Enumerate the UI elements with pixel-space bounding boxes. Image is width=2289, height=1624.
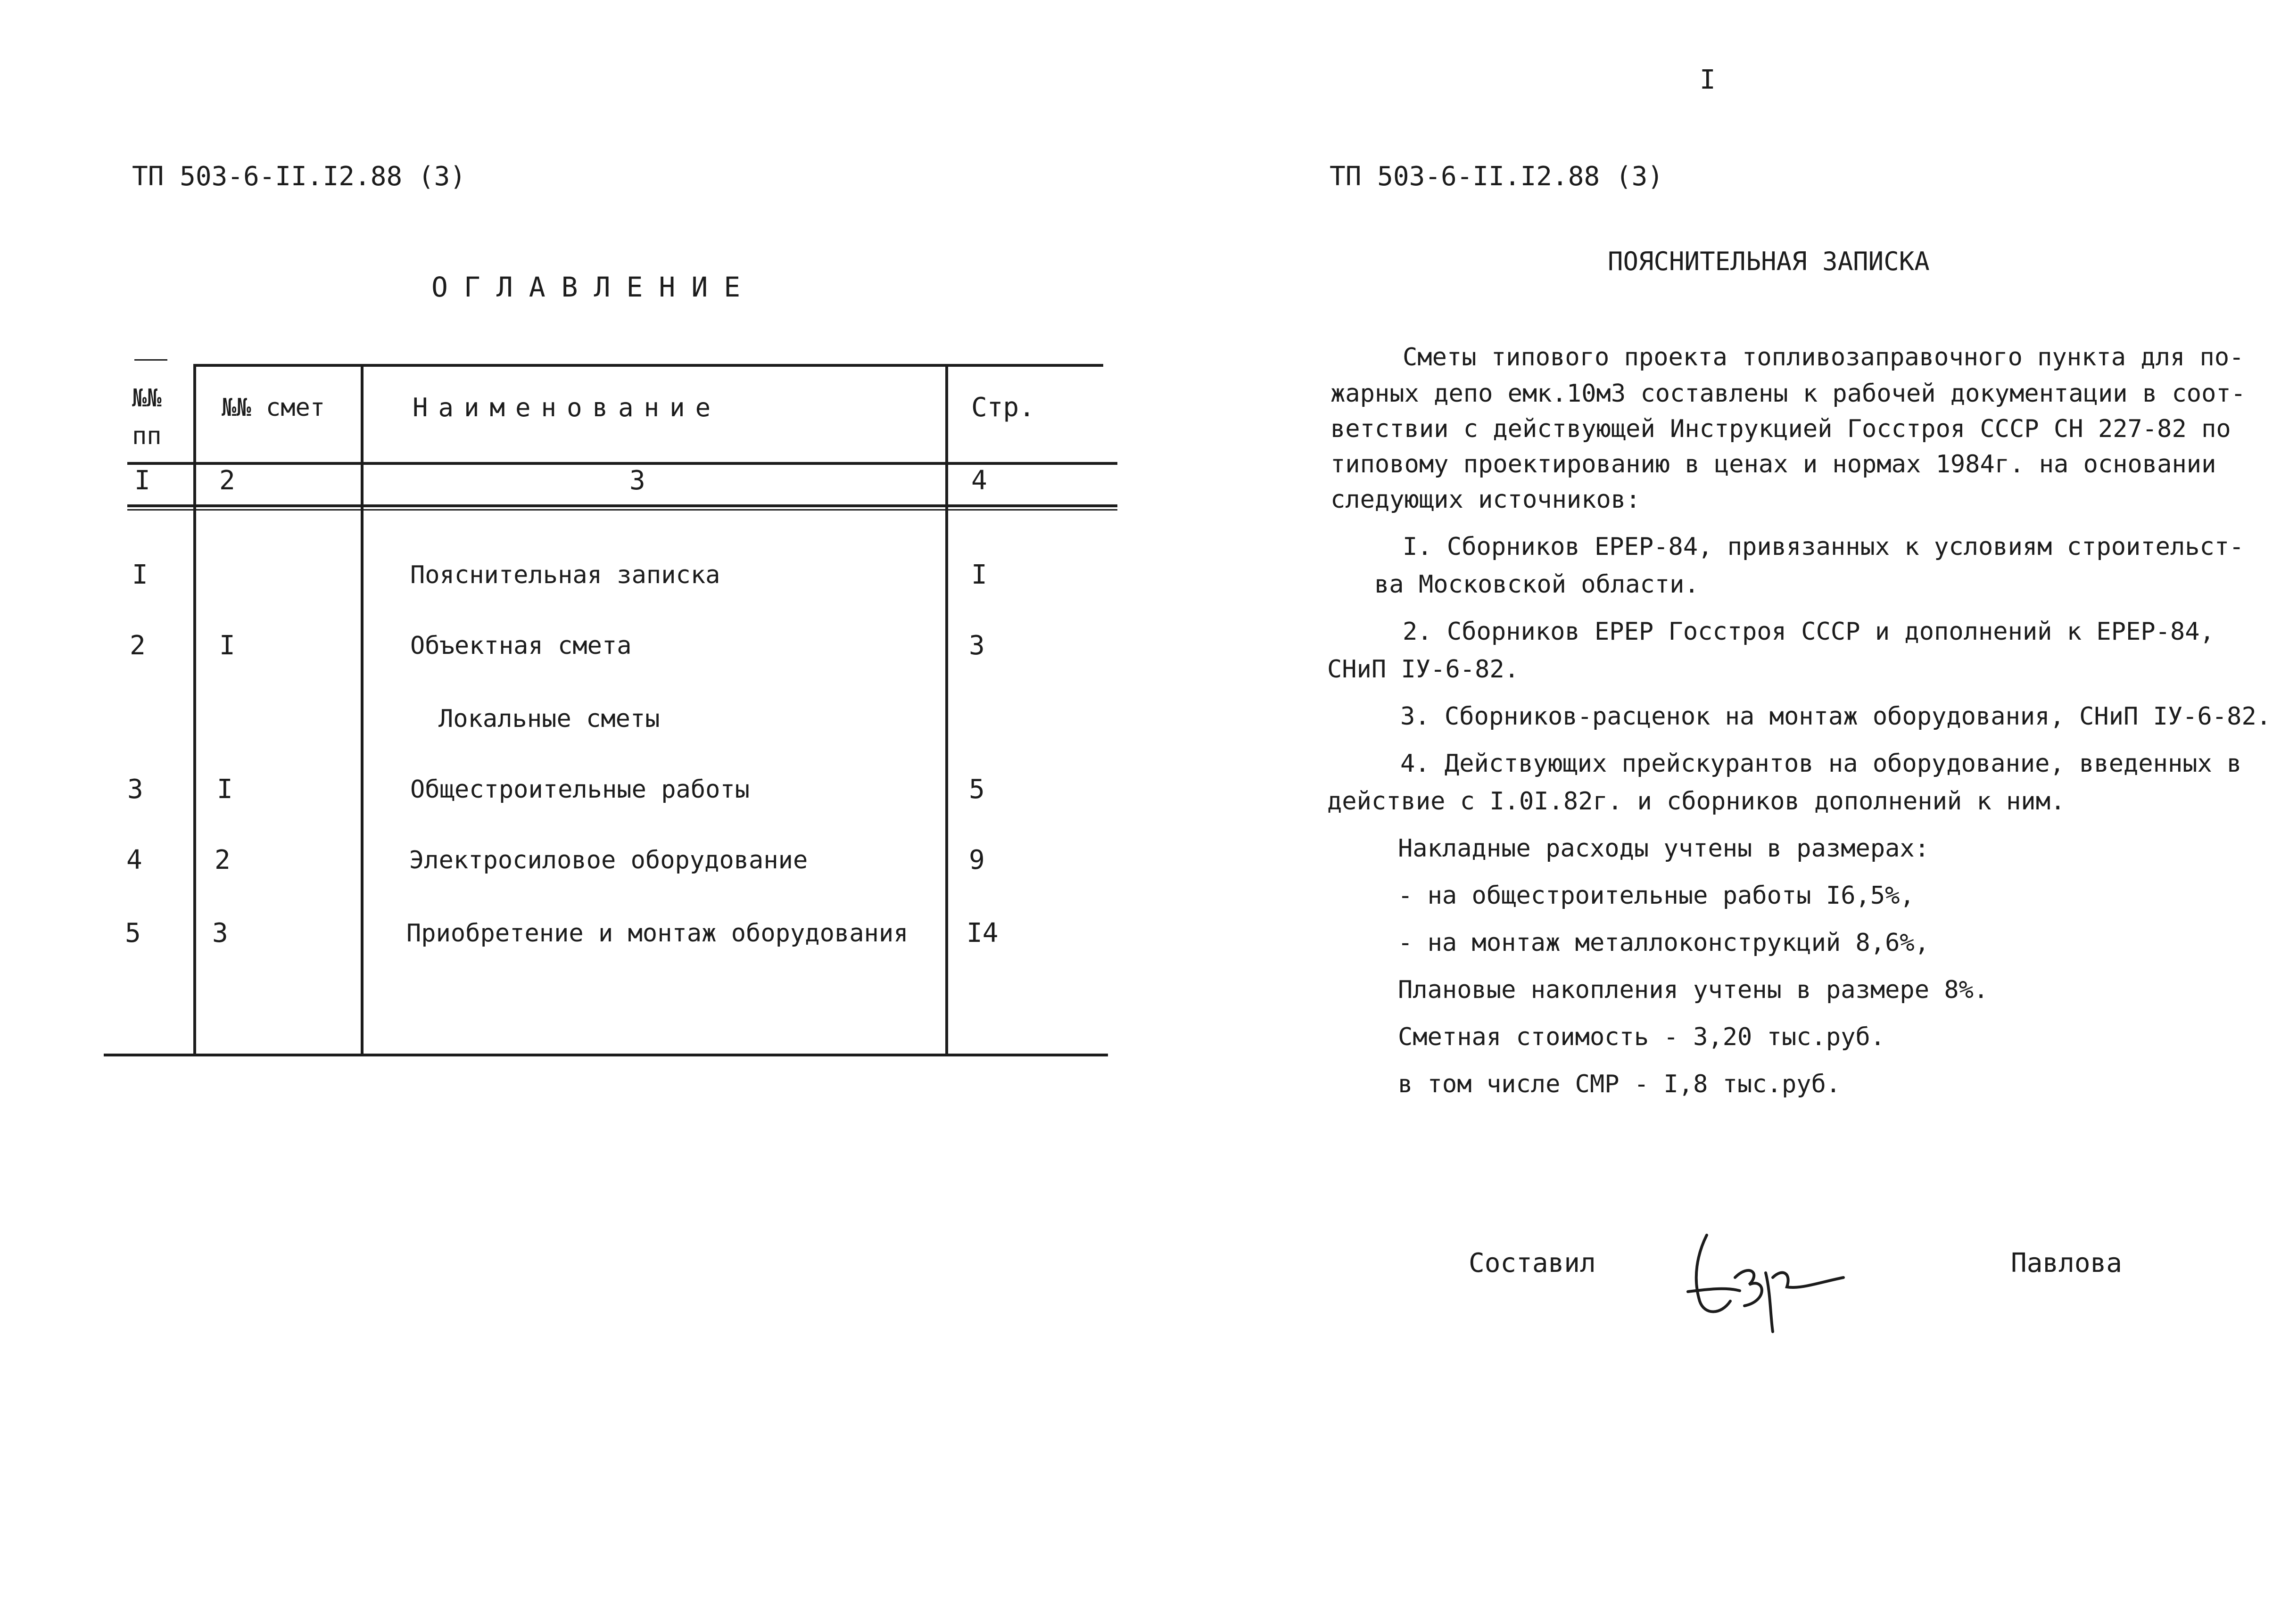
source-1-line1: I. Сборников ЕРЕР-84, привязанных к условиям строительст- [1403, 533, 2244, 561]
header-smeta: №№ смет [222, 394, 325, 422]
row-pp: 5 [125, 918, 141, 948]
colnum-3: 3 [629, 465, 645, 496]
row-page: 3 [969, 630, 985, 661]
row-name: Пояснительная записка [410, 561, 720, 589]
source-2-line1: 2. Сборников ЕРЕР Госстроя СССР и дополнений к ЕРЕР-84, [1403, 618, 2215, 646]
row-pp: 4 [126, 845, 142, 875]
colnum-4: 4 [971, 465, 987, 496]
planned-savings: Плановые накопления учтены в размере 8%. [1398, 976, 1989, 1004]
row-smeta: I [217, 774, 233, 805]
toc-title: ОГЛАВЛЕНИЕ [431, 271, 757, 303]
source-4-line2: действие с I.0I.82г. и сборников дополнений к ним. [1327, 787, 2066, 816]
header-page: Стр. [971, 392, 1035, 423]
intro-line-3: ветствии с действующей Инструкцией Госстроя СССР СН 227-82 по [1330, 415, 2231, 443]
row-pp: I [132, 560, 148, 590]
row-page: 5 [969, 774, 985, 805]
intro-line-1: Сметы типового проекта топливозаправочного пункта для по- [1403, 343, 2244, 371]
row-name: Локальные сметы [438, 705, 660, 733]
header-pp [132, 379, 162, 455]
overhead-item-1: - на общестроительные работы I6,5%, [1398, 882, 1915, 910]
compiled-name: Павлова [2011, 1248, 2123, 1278]
estimated-cost: Сметная стоимость - 3,20 тыс.руб. [1398, 1023, 1885, 1051]
source-4-line1: 4. Действующих прейскурантов на оборудование, введенных в [1400, 750, 2242, 778]
overhead-item-2: - на монтаж металлоконструкций 8,6%, [1398, 929, 1930, 957]
colnum-1: I [134, 465, 150, 496]
row-pp: 2 [130, 630, 146, 661]
row-smeta: 2 [215, 845, 231, 875]
page-number: I [1700, 65, 1716, 95]
row-name: Общестроительные работы [410, 775, 750, 804]
estimated-cost-smr: в том числе СМР - I,8 тыс.руб. [1398, 1070, 1841, 1098]
note-title: ПОЯСНИТЕЛЬНАЯ ЗАПИСКА [1608, 247, 1930, 276]
source-1-line2: ва Московской области. [1374, 570, 1699, 599]
source-3-line1: 3. Сборников-расценок на монтаж оборудования, СНиП IУ-6-82. [1400, 702, 2272, 731]
row-page: I4 [967, 918, 999, 948]
intro-line-5: следующих источников: [1330, 486, 1641, 514]
source-2-line2: СНиП IУ-6-82. [1327, 655, 1519, 684]
compiled-label: Составил [1469, 1248, 1596, 1278]
left-doc-code: ТП 503-6-II.I2.88 (3) [132, 161, 466, 192]
signature-mark [1678, 1207, 1858, 1334]
row-smeta: 3 [212, 918, 228, 948]
colnum-2: 2 [219, 465, 235, 496]
row-name: Объектная смета [410, 632, 632, 660]
header-pp-line2: пп [132, 422, 162, 450]
row-page: I [971, 560, 987, 590]
right-doc-code: ТП 503-6-II.I2.88 (3) [1330, 161, 1664, 192]
overhead-title: Накладные расходы учтены в размерах: [1398, 834, 1930, 863]
header-name: Наименование [413, 393, 721, 422]
intro-line-2: жарных депо емк.10м3 составлены к рабочей документации в соот- [1330, 379, 2246, 408]
row-pp: 3 [127, 774, 143, 805]
row-smeta: I [219, 630, 235, 661]
row-name: Приобретение и монтаж оборудования [406, 919, 909, 948]
row-name: Электросиловое оборудование [409, 846, 808, 874]
intro-line-4: типовому проектированию в ценах и нормах 1984г. на основании [1330, 450, 2216, 478]
row-page: 9 [969, 845, 985, 875]
header-pp-line1: №№ [132, 384, 162, 412]
